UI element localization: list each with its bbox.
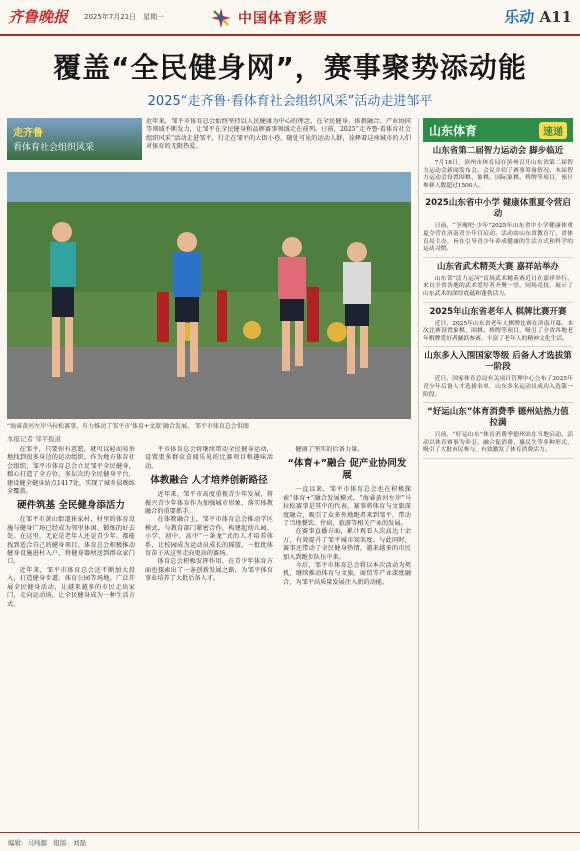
sidebar-news-item: [423, 262, 573, 303]
section-label: [504, 6, 572, 27]
marathon-photo: [7, 172, 411, 419]
lottery-name: 中国体育彩票: [238, 11, 328, 27]
article-column-2: [145, 446, 273, 829]
column-paragraph: 在赛事直播方面，累计观看人次高达十余万，有效提升了邹平城市知名度。与此同时，赛事还带动了全民健身热情，越来越多的市民加入到跑步队伍中来。: [283, 528, 411, 561]
column-paragraph: 在邹平市黄山街道崔家村，村里的体育设施与健身广场已经成为邻里休闲、锻炼的好去处。在这里，无论是老年人还是青少年，都能找到适合自己的健身项目。体育总会积极推动健身设施进村入户，将健身器材送到群众家门口。: [7, 516, 135, 566]
column-paragraph: 健康了坚实的后备力量。: [295, 446, 364, 453]
column-paragraph: 近年来，邹平市高度重视青少年发展，将振兴青少年体育作为加强城市形象、落实体教融合的重要抓手。: [145, 491, 273, 516]
article-column-3: [283, 446, 411, 829]
subheadline: 2025“走齐鲁·看体育社会组织风采”活动走进邹平: [147, 94, 433, 109]
issue-date: 2025年7月21日 星期一: [84, 13, 165, 21]
column-paragraph: 一直以来，邹平市体育总会也在积极探索“体育+”融合发展模式。“海睿黄河左岸”马拉松赛事是其中的代表，赛事将体育与文旅深度融合，吸引了众多外地跑者来到邹平，带动了当地餐饮、住宿、旅游等相关产业的发展。: [283, 486, 411, 528]
sidebar-news-item: [423, 198, 573, 257]
newspaper-brand: 齐鲁晚报: [8, 8, 69, 26]
article-column-1: [7, 446, 135, 829]
photo-caption: “海睿黄河左岸马拉松赛事，有力推动了邹平市‘体育+文旅’融合发展。 邹平市体育总会供图: [7, 423, 249, 430]
news-body: 日前，“好运山东”体育消费季德州站在当地启动。活动以体育赛事为牵引，融合促消费、惠民生等多种形式，吸引了大批市民参与，有效激发了体育消费活力。: [423, 432, 573, 454]
news-title: “好运山东”体育消费季 德州站热力值拉满: [427, 407, 569, 429]
news-body: 近日，2025年山东省老年人棋牌比赛在济南开幕。本次比赛设置象棋、围棋、桥牌等项目，吸引了全省各地老年棋牌爱好者踊跃参赛，丰富了老年人的精神文化生活。: [423, 320, 573, 342]
news-title: 2025年山东省老年人 棋牌比赛开赛: [429, 306, 567, 317]
page-number: A11: [539, 8, 572, 26]
headline: 覆盖“全民健身网”，赛事聚势添动能: [53, 51, 527, 84]
column-paragraph: 今后，邹平市体育总会将以本次活动为契机，继续推动体育与文旅、商贸等产业深度融合，为邹平高质量发展注入新的动能。: [283, 562, 411, 586]
lead-banner-subtitle: 看体育社会组织风采: [13, 143, 95, 153]
sidebar-banner-tag: 速递: [539, 122, 567, 139]
article-byline: 本报记者 邹平报道: [7, 435, 62, 443]
news-title: 山东多人入围国家等级 后备人才选拔第一阶段: [424, 351, 572, 373]
section-heading: 体教融合 人才培养创新路径: [150, 475, 268, 487]
page-footer: [0, 832, 580, 851]
column-paragraph: 在体教融合上，邹平市体育总会推动学区模式，与教育部门紧密合作，构建起幼儿园、小学、初中、高中“一条龙”式的人才培养体系，让校园成为运动员成长的摇篮，一批批体育苗子从这里走向更高的赛场。: [145, 516, 273, 558]
sidebar-banner: [423, 118, 573, 142]
news-body: 近日，国家体育总局有关项目管理中心公布了2025年青少年后备人才选拔名单，山东多名运动员成功入选第一阶段。: [423, 376, 573, 398]
column-paragraph: 平市体育总会将继续带动全民健身运动，设置更多群众喜闻乐见的比赛项目和趣味活动。: [145, 446, 273, 470]
lottery-logo: [210, 6, 328, 30]
sidebar-news-item: [423, 146, 573, 194]
news-title: 山东省武术精英大赛 嘉祥站举办: [437, 261, 559, 272]
news-body: 7月18日，滨州市体育局在滨州召开山东省第二届智力运动会新闻发布会。会议介绍了赛事筹备情况。本届智力运动会设置围棋、象棋、国际象棋、桥牌等项目，预计参赛人数超过1500人。: [423, 160, 573, 189]
news-title: 山东省第二届智力运动会 脚步临近: [432, 146, 564, 156]
editor-credits: 编辑：马纯源 组版：刘磊: [8, 839, 86, 847]
section-heading: “体育+”融合 促产业协同发展: [287, 458, 407, 482]
sidebar-news-item: [423, 351, 573, 403]
column-paragraph: 近年来，邹平市体育总会还不断加大投入，打造健身步道、体育公园等场地，广泛开展全民健身活动，让越来越多的市民走出家门，走向运动场，让全民健身成为一种生活方式。: [7, 566, 135, 608]
column-divider: [418, 118, 419, 830]
news-title: 2025山东省中小学 健康体重夏令营启动: [425, 198, 571, 220]
section-heading: 硬件筑基 全民健身添活力: [17, 500, 125, 512]
lead-banner-title: 走齐鲁: [13, 128, 43, 139]
news-sidebar: [423, 118, 573, 830]
sidebar-news-item: [423, 407, 573, 459]
news-body: 日前，“享瘦吧·少年”2025年山东省中小学健康体重夏令营在济南青少年宫启动。活动由山东省教育厅、省体育局主办，旨在引导青少年养成健康的生活方式和科学的运动习惯。: [423, 223, 573, 253]
column-paragraph: 在邹平，只要你有意愿，就可以轻而易举地找到很多身边的运动组织。作为地方体育社会组织，邹平市体育总会立足邹平全民健身，精心打造了全方位、多层次的全民健身平台，建设健全健身站点1417处，实现了城乡晨晚练全覆盖。: [7, 446, 135, 496]
sidebar-banner-title: 山东体育: [429, 124, 478, 138]
masthead: [0, 0, 580, 36]
news-body: 山东省“活力运河”首场武术精英赛近日在嘉祥举行。来自全省各地的武术爱好者齐聚一堂，同场竞技，展示了山东武术的深厚底蕴和蓬勃活力。: [423, 275, 573, 297]
lottery-star-icon: [210, 7, 232, 29]
lead-banner-image: [7, 118, 142, 160]
lead-paragraph: 近年来，邹平市体育总会始终坚持以人民健康为中心的理念，在全民健身、体教融合、产业协同等领域不断发力，让邹平在全民健身和品牌赛事领域走在前列。日前，2025“走齐鲁·看体育社会组织风采”活动走进邹平，行走在邹平的大街小巷，随处可见的运动人群，诠释着这座城市的人们对体育的无限热爱。: [146, 118, 411, 151]
section-name: 乐动: [504, 8, 535, 26]
sidebar-news-item: [423, 307, 573, 348]
column-paragraph: 体育总会积极发挥作用，在青少年体育方面也探索出了一条创新发展之路，为邹平体育事业培养了大批后备人才。: [145, 558, 273, 583]
